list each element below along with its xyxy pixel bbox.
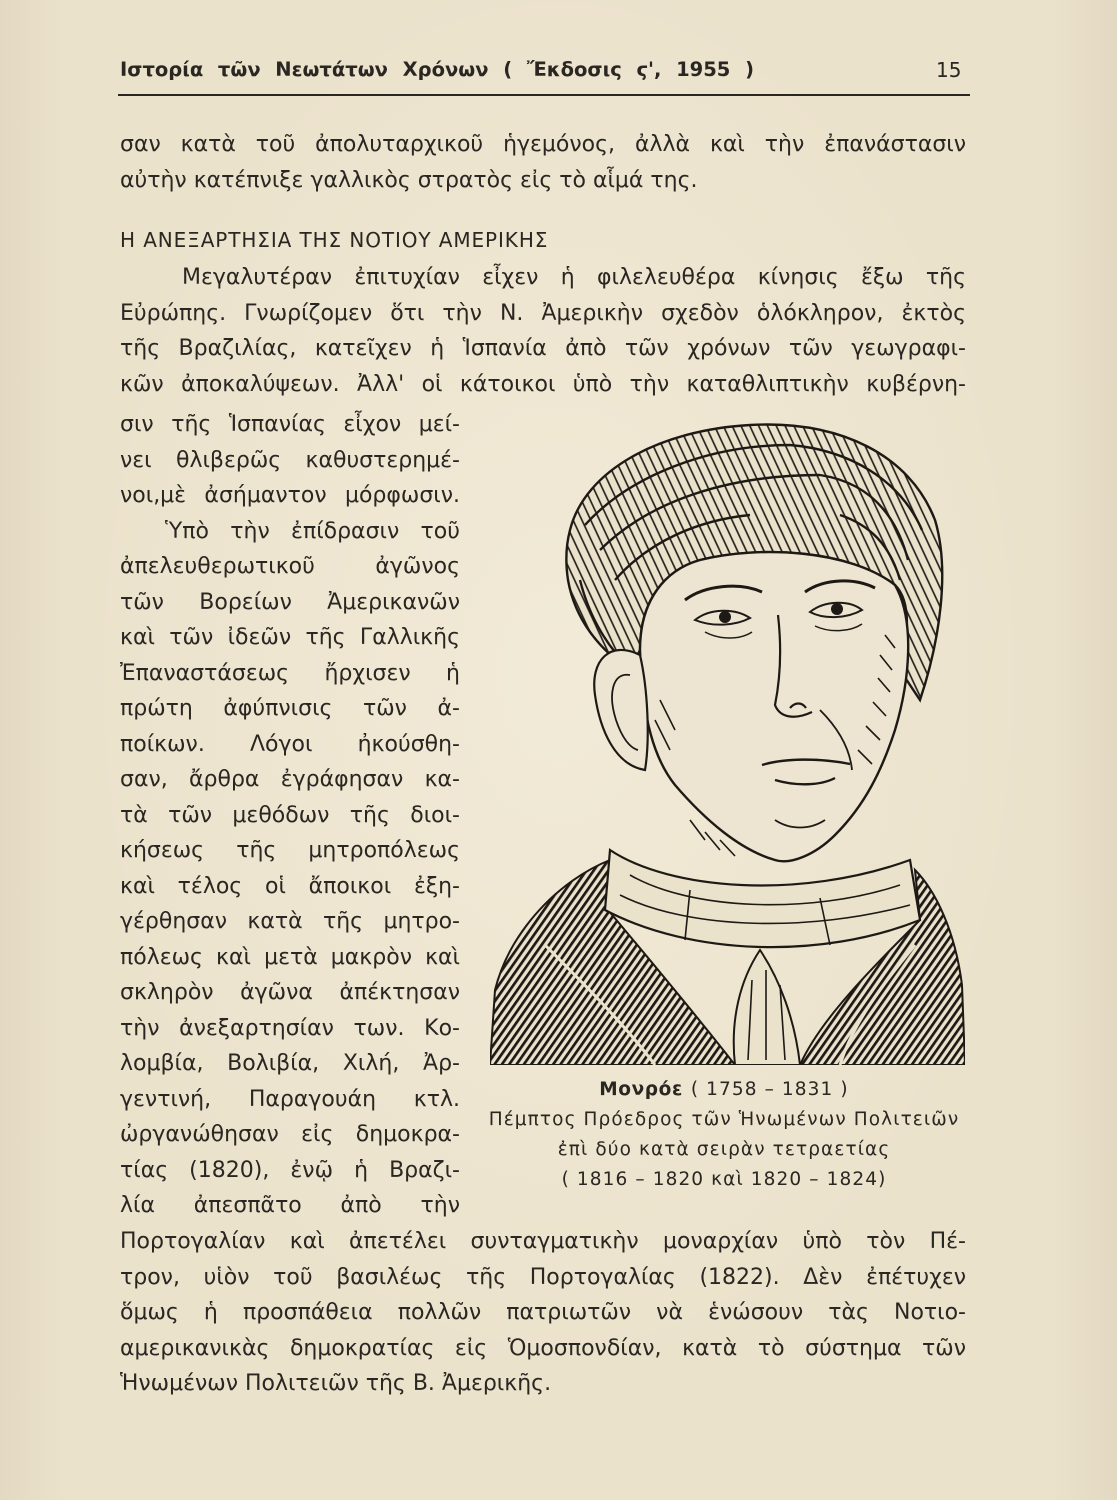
section-paragraph-full	[120, 260, 966, 402]
left-pupil	[719, 611, 731, 623]
portrait-ear	[594, 650, 647, 770]
body-text-line: καὶ τέλος οἱ ἄποικοι ἐξη-	[120, 873, 460, 899]
body-text-line: γέρθησαν κατὰ τῆς μητρο-	[120, 909, 460, 934]
body-text-line: σαν κατὰ τοῦ ἀπολυταρχικοῦ ἡγεμόνος, ἀλλὰ καὶ τὴν ἐπανάστασιν	[120, 132, 966, 157]
body-text-line: τίας (1820), ἐνῷ ἡ Βραζι-	[120, 1157, 460, 1183]
body-text-line: καὶ τῶν ἰδεῶν τῆς Γαλλικῆς	[120, 625, 460, 650]
body-text-line: τῶν Βορείων Ἀμερικανῶν	[120, 589, 460, 615]
body-text-line: σαν, ἄρθρα ἐγράφησαν κα-	[120, 767, 460, 792]
section-heading: Η ΑΝΕΞΑΡΤΗΣΙΑ ΤΗΣ ΝΟΤΙΟΥ ΑΜΕΡΙΚΗΣ	[120, 228, 549, 252]
body-text-line: Πορτογαλίαν καὶ ἀπετέλει συνταγματικὴν μοναρχίαν ὑπὸ τὸν Πέ-	[120, 1229, 966, 1254]
body-text-line: Μεγαλυτέραν ἐπιτυχίαν εἶχεν ἡ φιλελευθέρα κίνησις ἔξω τῆς	[182, 265, 966, 290]
body-text-line: πρώτη ἀφύπνισις τῶν ἀ-	[120, 696, 460, 721]
body-text-line: αμερικανικὰς δημοκρατίας εἰς Ὁμοσπονδίαν, κατὰ τὸ σύστημα τῶν	[120, 1335, 966, 1361]
body-text-line: νει θλιβερῶς καθυστερημέ-	[120, 447, 460, 473]
body-text-line: Ἐπαναστάσεως ἤρχισεν ἡ	[120, 660, 460, 686]
figure-caption	[474, 1075, 974, 1195]
page-number: 15	[936, 58, 962, 82]
caption-line: ἐπὶ δύο κατὰ σειρὰν τετραετίας	[557, 1139, 891, 1160]
portrait-face	[640, 552, 908, 861]
body-text-line: πόλεως καὶ μετὰ μακρὸν καὶ	[120, 944, 460, 970]
caption-line: Πέμπτος Πρόεδρος τῶν Ἡνωμένων Πολιτειῶν	[488, 1109, 960, 1130]
header-rule	[118, 94, 970, 96]
body-text-line: Εὐρώπης. Γνωρίζομεν ὅτι τὴν Ν. Ἀμερικὴν σχεδὸν ὁλόκληρον, ἐκτὸς	[120, 300, 966, 326]
body-text-line: Ὑπὸ τὴν ἐπίδρασιν τοῦ	[165, 518, 460, 544]
body-text-line: λομβία, Βολιβία, Χιλή, Ἀρ-	[120, 1051, 460, 1076]
cravat	[605, 850, 920, 947]
body-text-line: ὠργανώθησαν εἰς δημοκρα-	[120, 1122, 460, 1147]
body-text-line: αὐτὴν κατέπνιξε γαλλικὸς στρατὸς εἰς τὸ αἷμά της.	[120, 167, 698, 193]
right-pupil	[831, 603, 843, 615]
body-text-line: Ἡνωμένων Πολιτειῶν τῆς Β. Ἀμερικῆς.	[120, 1371, 552, 1397]
body-text-line: τὰ τῶν μεθόδων τῆς διοι-	[120, 802, 460, 828]
body-text-line: τὴν ἀνεξαρτησίαν των. Κο-	[120, 1015, 460, 1041]
body-text-line: τρον, υἱὸν τοῦ βασιλέως τῆς Πορτογαλίας (1822). Δὲν ἐπέτυχεν	[120, 1264, 966, 1290]
running-title: Ιστορία τῶν Νεωτάτων Χρόνων ( Ἔκδοσις ϛ', 1955 )	[120, 58, 754, 81]
body-text-line: λία ἀπεσπᾶτο ἀπὸ τὴν	[120, 1193, 460, 1218]
body-text-line: σκληρὸν ἀγῶνα ἀπέκτησαν	[120, 980, 460, 1005]
body-text-line: κήσεως τῆς μητροπόλεως	[120, 838, 460, 863]
body-text-line: νοι,μὲ ἀσήμαντον μόρφωσιν.	[120, 483, 460, 508]
caption-line: ( 1816 – 1820 καὶ 1820 – 1824)	[561, 1169, 887, 1190]
body-text-line: γεντινή, Παραγουάη κτλ.	[120, 1086, 460, 1112]
caption-years: ( 1758 – 1831 )	[690, 1079, 849, 1100]
portrait-engraving	[490, 420, 965, 1065]
section-column	[120, 407, 460, 1224]
section-paragraph-closing	[120, 1224, 966, 1402]
shirt-front	[734, 950, 800, 1065]
body-text-line: ἀπελευθερωτικοῦ ἀγῶνος	[120, 554, 460, 579]
body-text-line: ὅμως ἡ προσπάθεια πολλῶν πατριωτῶν νὰ ἑνώσουν τὰς Νοτιο-	[120, 1300, 966, 1326]
caption-title-line	[474, 1075, 974, 1105]
body-text-line: ποίκων. Λόγοι ἠκούσθη-	[120, 731, 460, 757]
caption-name: Μονρόε	[599, 1079, 683, 1100]
body-text-line: κῶν ἀποκαλύψεων. Ἀλλ' οἱ κάτοικοι ὑπὸ τὴν καταθλιπτικὴν κυβέρνη-	[120, 371, 966, 397]
body-text-line: τῆς Βραζιλίας, κατεῖχεν ἡ Ἱσπανία ἀπὸ τῶν χρόνων τῶν γεωγραφι-	[120, 336, 966, 362]
intro-paragraph	[120, 127, 966, 198]
body-text-line: σιν τῆς Ἱσπανίας εἶχον μεί-	[120, 412, 460, 437]
